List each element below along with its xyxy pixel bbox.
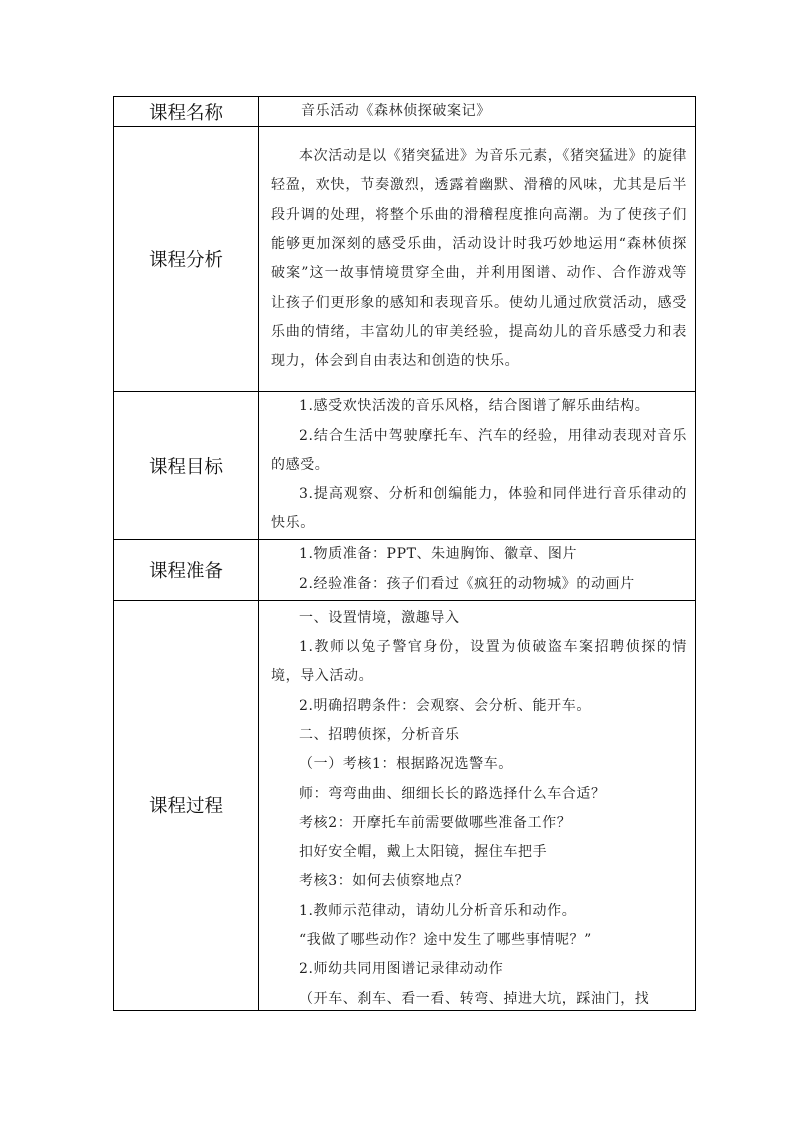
- process-line: 师：弯弯曲曲、细细长长的路选择什么车合适？: [299, 785, 606, 802]
- process-line: 1.教师以兔子警官身份，设置为侦破盗车案招聘侦探的情境，导入活动。: [271, 639, 687, 685]
- process-line: 考核3：如何去侦察地点？: [299, 873, 470, 890]
- course-goals-content: [259, 392, 696, 539]
- course-name-value: [259, 97, 696, 127]
- process-line: 1.教师示范律动，请幼儿分析音乐和动作。: [299, 902, 577, 919]
- process-line: （开车、刹车、看一看、转弯、掉进大坑，踩油门，找: [299, 990, 650, 1007]
- row-course-process: [114, 600, 696, 1010]
- course-analysis-content: [259, 127, 696, 392]
- goal-item: 1.感受欢快活泼的音乐风格，结合图谱了解乐曲结构。: [299, 398, 650, 415]
- process-line: “我做了哪些动作？途中发生了哪些事情呢？”: [299, 932, 592, 949]
- process-line: 考核2：开摩托车前需要做哪些准备工作？: [299, 814, 572, 831]
- analysis-paragraph: 本次活动是以《猪突猛进》为音乐元素，《猪突猛进》的旋律轻盈，欢快，节奏激烈，透露着幽默、滑稽的风味，尤其是后半段升调的处理，将整个乐曲的滑稽程度推向高潮。为了使孩子们能够更加深刻的感受乐曲，活动设计时我巧妙地运用“森林侦探破案”这一故事情境贯穿全曲，并利用图谱、动作、合作游戏等让孩子们更形象的感知和表现音乐。使幼儿通过欣赏活动，感受乐曲的情绪，丰富幼儿的审美经验，提高幼儿的音乐感受力和表现力，体会到自由表达和创造的快乐。: [271, 148, 687, 370]
- goal-item: 3.提高观察、分析和创编能力，体验和同伴进行音乐律动的快乐。: [271, 486, 687, 532]
- label-course-prep: 课程准备: [114, 539, 259, 600]
- process-line: 一、设置情境，激趣导入: [299, 609, 460, 626]
- label-course-process: 课程过程: [114, 600, 259, 1010]
- course-prep-content: [259, 539, 696, 600]
- prep-item: 1.物质准备：PPT、朱迪胸饰、徽章、图片: [299, 546, 578, 563]
- process-lines: [271, 601, 687, 1010]
- process-line: 2.师幼共同用图谱记录律动动作: [299, 961, 504, 978]
- row-course-analysis: [114, 127, 696, 392]
- course-name-text: 音乐活动《森林侦探破案记》: [301, 103, 491, 119]
- process-line: （一）考核1：根据路况选警车。: [299, 756, 513, 773]
- row-course-goals: [114, 392, 696, 539]
- process-line: 2.明确招聘条件：会观察、会分析、能开车。: [299, 697, 591, 714]
- prep-item: 2.经验准备：孩子们看过《疯狂的动物城》的动画片: [299, 575, 635, 592]
- lesson-plan-table: [113, 96, 696, 1011]
- process-line: 二、招聘侦探，分析音乐: [299, 726, 460, 743]
- goal-item: 2.结合生活中驾驶摩托车、汽车的经验，用律动表现对音乐的感受。: [271, 427, 687, 473]
- row-course-prep: [114, 539, 696, 600]
- label-course-name: 课程名称: [114, 97, 259, 127]
- process-line: 扣好安全帽，戴上太阳镜，握住车把手: [299, 844, 548, 861]
- label-course-goals: 课程目标: [114, 392, 259, 539]
- course-process-content: [259, 600, 696, 1010]
- label-course-analysis: 课程分析: [114, 127, 259, 392]
- row-course-name: [114, 97, 696, 127]
